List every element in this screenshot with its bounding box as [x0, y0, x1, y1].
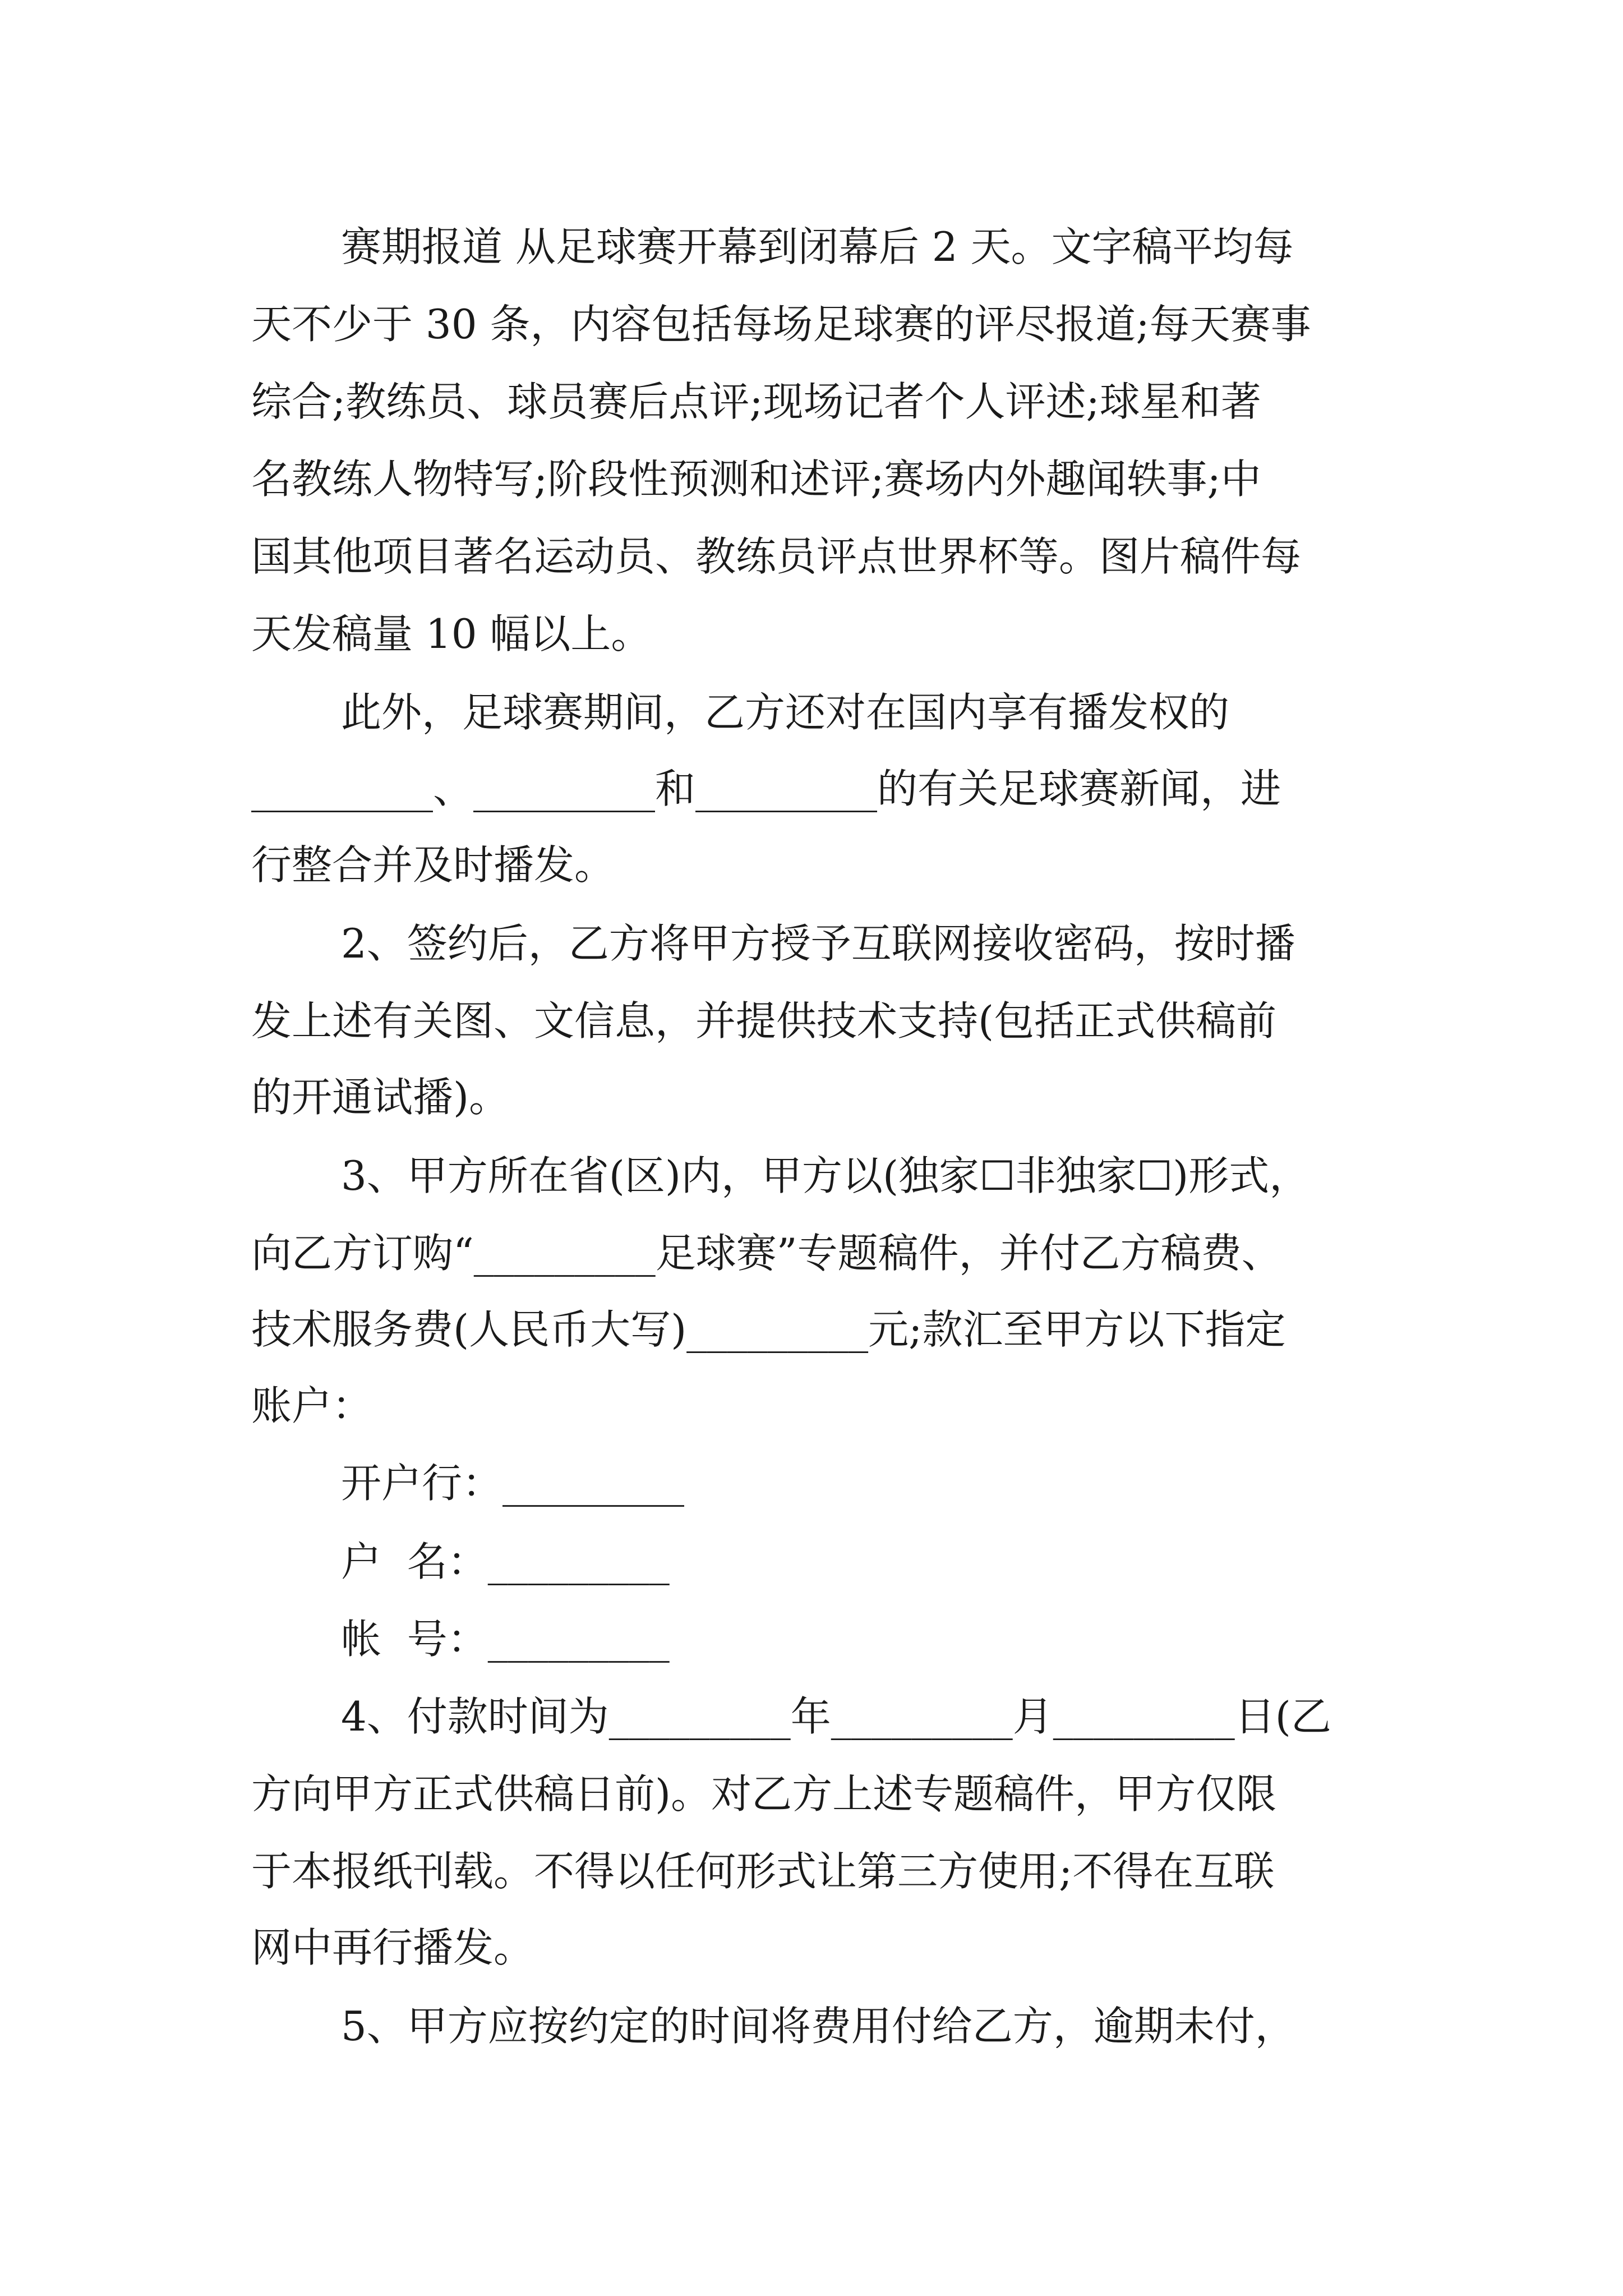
- paragraph-line: 技术服务费(人民币大写)_________元;款汇至甲方以下指定: [251, 1306, 1286, 1353]
- paragraph-line: 2、签约后，乙方将甲方授予互联网接收密码，按时播: [341, 920, 1295, 967]
- paragraph-line: 3、甲方所在省(区)内，甲方以(独家☐非独家☐)形式，: [341, 1152, 1310, 1199]
- paragraph-line: 天不少于 30 条，内容包括每场足球赛的评尽报道;每天赛事: [251, 301, 1311, 348]
- paragraph-line: 综合;教练员、球员赛后点评;现场记者个人评述;球星和著: [251, 378, 1261, 425]
- account-bank-line: 开户行：_________: [341, 1460, 685, 1507]
- paragraph-line: 国其他项目著名运动员、教练员评点世界杯等。图片稿件每: [251, 533, 1302, 580]
- account-number-line: 帐 号：_________: [341, 1616, 670, 1663]
- paragraph-line: 方向甲方正式供稿日前)。对乙方上述专题稿件，甲方仅限: [251, 1770, 1277, 1818]
- paragraph-line: 网中再行播发。: [251, 1924, 534, 1971]
- paragraph-line: 此外，足球赛期间，乙方还对在国内享有播发权的: [341, 689, 1230, 736]
- paragraph-line: 向乙方订购“_________足球赛”专题稿件，并付乙方稿费、: [251, 1230, 1282, 1277]
- paragraph-line: 名教练人物特写;阶段性预测和述评;赛场内外趣闻轶事;中: [251, 455, 1261, 503]
- paragraph-line: 发上述有关图、文信息，并提供技术支持(包括正式供稿前: [251, 997, 1277, 1045]
- paragraph-line: 行整合并及时播发。: [251, 841, 615, 889]
- paragraph-line: 账户：: [251, 1382, 373, 1429]
- paragraph-line: 于本报纸刊载。不得以任何形式让第三方使用;不得在互联: [251, 1848, 1275, 1895]
- paragraph-line: 5、甲方应按约定的时间将费用付给乙方，逾期未付，: [341, 2003, 1295, 2050]
- paragraph-line: 赛期报道 从足球赛开幕到闭幕后 2 天。文字稿平均每: [341, 223, 1294, 270]
- paragraph-line: 的开通试播)。: [251, 1074, 510, 1121]
- paragraph-line: 4、付款时间为_________年_________月_________日(乙: [341, 1693, 1331, 1740]
- paragraph-line: 天发稿量 10 幅以上。: [251, 610, 652, 657]
- paragraph-line: _________、_________和_________的有关足球赛新闻，进: [251, 765, 1281, 812]
- account-name-line: 户 名：_________: [341, 1538, 670, 1585]
